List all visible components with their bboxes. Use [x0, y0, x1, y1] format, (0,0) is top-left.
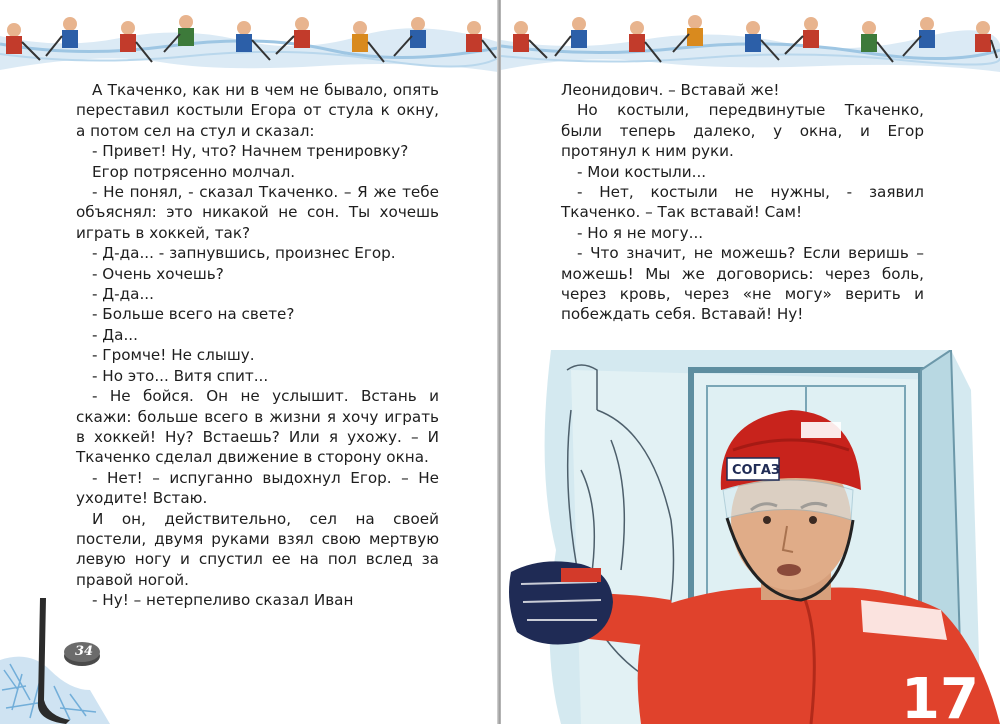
paragraph: Леонидович. – Вставай же!: [561, 81, 780, 99]
paragraph: - Но это... Витя спит...: [92, 366, 269, 385]
paragraph: - Что значит, не можешь? Если веришь – можешь! Мы же договорись: через боль, через кровь, через «не могу» верить и побеждать себя. Вставай! Ну!: [561, 244, 924, 324]
left-page: [0, 0, 498, 724]
paragraph: - Д-да...: [92, 285, 154, 304]
hockey-players-banner: [501, 0, 1000, 72]
paragraph: - Очень хочешь?: [92, 264, 224, 283]
paragraph: - Больше всего на свете?: [92, 305, 295, 324]
paragraph: - Не бойся. Он не услышит. Встань и скажи: больше всего в жизни я хочу играть в хоккей! Ну? Встаешь? Или я ухожу. – И Ткаченко сделал движение в сторону окна.: [76, 387, 439, 467]
paragraph: Егор потрясенно молчал.: [92, 162, 296, 181]
helmet-logo: СОГАЗ: [732, 463, 781, 478]
jersey-number: 17: [901, 667, 979, 724]
paragraph: - Нет! – испуганно выдохнул Егор. – Не уходите! Встаю.: [76, 468, 439, 508]
paragraph: - Нет, костыли не нужны, - заявил Ткаченко. – Так вставай! Сам!: [561, 183, 924, 222]
left-page-text: [76, 80, 439, 611]
right-page-text: [561, 80, 924, 325]
paragraph: А Ткаченко, как ни в чем не бывало, опять переставил костыли Егора от стула к окну, а потом сел на стул и сказал:: [76, 81, 439, 140]
hockey-player-illustration: [501, 350, 1000, 724]
right-page: [501, 0, 1000, 724]
paragraph: - Привет! Ну, что? Начнем тренировку?: [92, 142, 409, 161]
paragraph: - Д-да... - запнувшись, произнес Егор.: [92, 244, 396, 263]
paragraph: - Но я не могу...: [577, 223, 704, 242]
hockey-players-banner: [0, 0, 498, 72]
paragraph: - Ну! – нетерпеливо сказал Иван: [92, 591, 354, 610]
paragraph: - Не понял, - сказал Ткаченко. – Я же тебе объяснял: это никакой не сон. Ты хочешь играть в хоккей, так?: [76, 183, 439, 242]
hockey-glove-icon: [509, 561, 613, 644]
paragraph: - Громче! Не слышу.: [92, 346, 255, 365]
paragraph: И он, действительно, сел на своей постели, двумя руками взял свою мертвую левую ногу и спустил ее на пол вслед за правой ногой.: [76, 509, 439, 589]
paragraph: - Мои костыли...: [577, 162, 707, 181]
page-number: 34: [74, 644, 94, 659]
paragraph: Но костыли, передвинутые Ткаченко, были теперь далеко, у окна, и Егор протянул к ним руки.: [561, 101, 924, 161]
paragraph: - Да...: [92, 325, 138, 344]
